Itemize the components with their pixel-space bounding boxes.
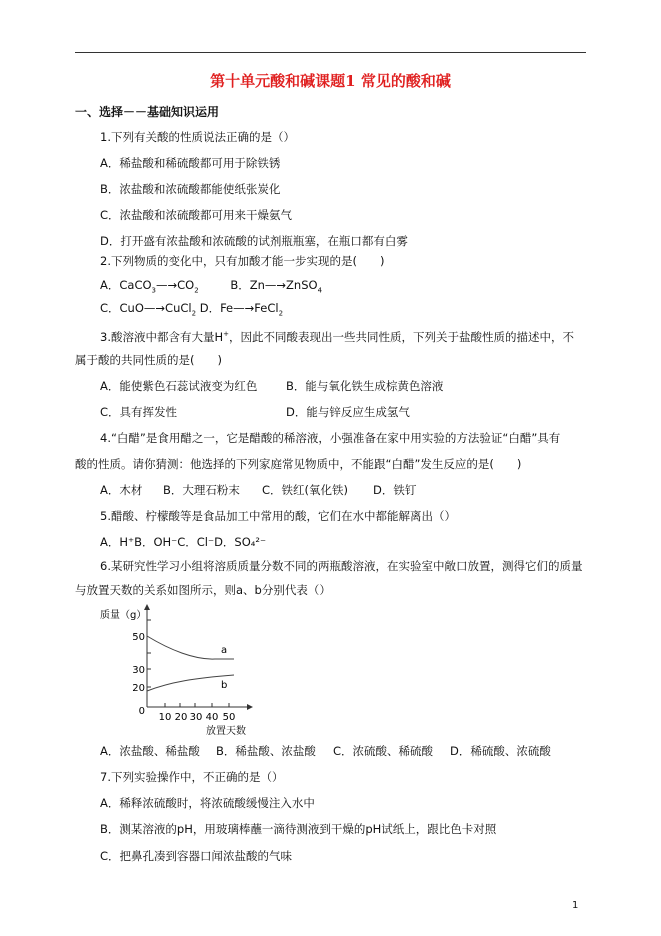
x-tick: 40 [205, 712, 219, 723]
q2-stem: 2.下列物质的变化中，只有加酸才能一步实现的是( ) [100, 254, 385, 268]
y-tick: 50 [132, 632, 145, 643]
q2-b: B．Zn—→ZnSO [230, 278, 318, 292]
q5-stem: 5.醋酸、柠檬酸等是食品加工中常用的酸，它们在水中都能解离出（） [100, 509, 456, 523]
q7-option-a: A．稀释浓硫酸时，将浓硫酸缓慢注入水中 [100, 796, 315, 810]
sub: 2 [191, 309, 197, 318]
sub: 3 [151, 286, 156, 295]
q6-option-c: C．浓硫酸、稀硫酸 [333, 744, 434, 758]
x-tick: 50 [222, 712, 236, 723]
y-axis-label: 质量（g） [100, 610, 147, 621]
section-heading: 一、选择－－基础知识运用 [75, 105, 220, 119]
series-label-a: a [221, 645, 228, 656]
sub: 2 [278, 309, 284, 318]
q1-option-a: A．稀盐酸和稀硫酸都可用于除铁锈 [100, 156, 281, 170]
q6-option-b: B．稀盐酸、浓盐酸 [216, 744, 316, 758]
q2-c: C．CuO—→CuCl [100, 301, 192, 315]
q4-cont: 酸的性质。请你猜测：他选择的下列家庭常见物质中，不能跟“白醋”发生反应的是( ) [75, 457, 522, 471]
q7-option-b: B．测某溶液的pH，用玻璃棒蘸一滴待测液到干燥的pH试纸上，跟比色卡对照 [100, 822, 497, 836]
q3-option-b: B．能与氧化铁生成棕黄色溶液 [286, 379, 444, 393]
page-title: 第十单元酸和碱课题1 常见的酸和碱 [210, 72, 451, 90]
q1-stem: 1.下列有关酸的性质说法正确的是（） [100, 130, 295, 144]
x-tick: 20 [174, 712, 188, 723]
q4-option-b: B．大理石粉末 [163, 483, 240, 497]
sub: 2 [194, 286, 199, 295]
q3-stem-a: 3.酸溶液中都含有大量H [100, 329, 224, 344]
x-axis-label: 放置天数 [206, 726, 246, 737]
q1-option-c: C．浓盐酸和浓硫酸都可用来干燥氨气 [100, 208, 293, 222]
q2-d: D．Fe—→FeCl [199, 301, 279, 315]
q2-a: A．CaCO [100, 278, 152, 292]
series-label-b: b [221, 680, 228, 691]
q7-option-c: C．把鼻孔凑到容器口闻浓盐酸的气味 [100, 849, 293, 863]
x-tick: 30 [189, 712, 203, 723]
q2-a2: —→CO [156, 278, 195, 292]
x-tick: 10 [158, 712, 172, 723]
sub: 4 [317, 286, 323, 295]
q6-cont: 与放置天数的关系如图所示，则a、b分别代表（） [75, 583, 331, 597]
q1-option-b: B．浓盐酸和浓硫酸都能使纸张炭化 [100, 182, 281, 196]
q4-option-d: D．铁钉 [373, 483, 417, 497]
q3-stem-b: ，因此不同酸表现出一些共同性质，下列关于盐酸性质的描述中，不 [229, 329, 574, 344]
y-tick: 30 [132, 665, 145, 676]
q5-options: A．H⁺B．OH⁻C．Cl⁻D．SO₄²⁻ [100, 535, 267, 549]
header-rule [75, 52, 586, 53]
q4-option-a: A．木材 [100, 483, 143, 497]
q3-option-a: A．能使紫色石蕊试液变为红色 [100, 379, 258, 393]
q3-cont: 属于酸的共同性质的是( ) [75, 353, 222, 367]
q7-stem: 7.下列实验操作中，不正确的是（） [100, 770, 284, 784]
q4-option-c: C．铁红(氧化铁) [262, 483, 349, 497]
q3-option-c: C．具有挥发性 [100, 405, 178, 419]
q6-option-a: A．浓盐酸、稀盐酸 [100, 744, 200, 758]
y-tick: 20 [132, 683, 145, 694]
q3-stem [100, 326, 574, 345]
q6-option-d: D．稀硫酸、浓硫酸 [450, 744, 551, 758]
q1-option-d: D．打开盛有浓盐酸和浓硫酸的试剂瓶瓶塞，在瓶口都有白雾 [100, 234, 408, 248]
mass-vs-days-chart [95, 600, 265, 740]
q2-options-cd [100, 300, 283, 321]
q2-options-ab [100, 277, 322, 298]
q3-option-d: D．能与锌反应生成氢气 [286, 405, 410, 419]
page-number: 1 [572, 900, 579, 911]
q4-stem: 4.“白醋”是食用醋之一，它是醋酸的稀溶液，小强准备在家中用实验的方法验证“白醋”具有 [100, 431, 561, 445]
y-tick: 0 [138, 706, 145, 717]
q6-stem: 6.某研究性学习小组将溶质质量分数不同的两瓶酸溶液，在实验室中敞口放置，测得它们的质量 [100, 559, 583, 573]
sup: + [223, 330, 229, 338]
